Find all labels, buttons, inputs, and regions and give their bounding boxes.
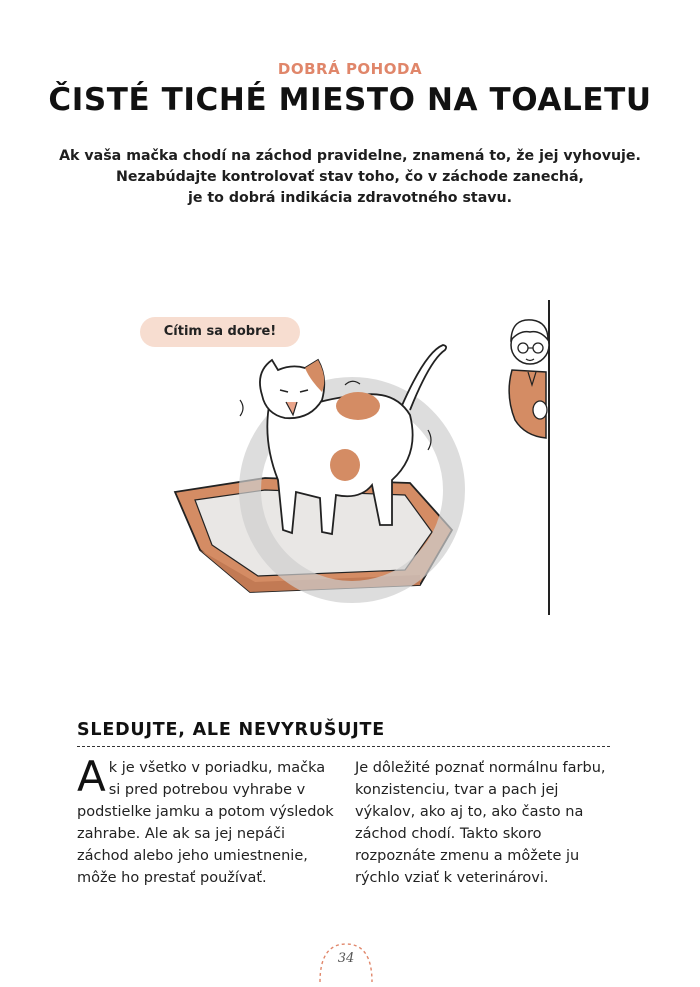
speech-bubble: Cítim sa dobre! — [140, 317, 300, 347]
right-column — [355, 757, 615, 889]
intro-line: Nezabúdajte kontrolovať stav toho, čo v záchode zanechá, — [116, 169, 584, 185]
intro-line: je to dobrá indikácia zdravotného stavu. — [187, 190, 513, 206]
left-paragraph-text: k je všetko v poriadku, mačka si pred potrebou vyhrabe v podstielke jamku a potom výsledok zahrabe. Ale ak sa jej nepáči záchod alebo jeho umiestnenie, môže ho prestať používať. — [77, 760, 334, 886]
section-kicker: DOBRÁ POHODA — [277, 60, 423, 78]
drop-cap: A — [77, 752, 106, 801]
left-paragraph — [77, 752, 337, 889]
intro-line: Ak vaša mačka chodí na záchod pravidelne, znamená to, že jej vyhovuje. — [59, 148, 641, 164]
left-column — [77, 752, 337, 889]
peeking-person-figure — [509, 320, 549, 438]
intro-paragraph — [40, 146, 660, 209]
cat-litter-illustration — [0, 290, 700, 620]
page-title: ČISTÉ TICHÉ MIESTO NA TOALETU — [48, 82, 652, 118]
section-heading: SLEDUJTE, ALE NEVYRUŠUJTE — [77, 720, 610, 747]
right-paragraph: Je dôležité poznať normálnu farbu, konzistenciu, tvar a pach jej výkalov, ako aj to, ako často na záchod chodí. Takto skoro rozpoznáte zmenu a môžete ju rýchlo vziať k veterinárovi. — [355, 760, 606, 886]
page-number: 34 — [337, 951, 355, 966]
